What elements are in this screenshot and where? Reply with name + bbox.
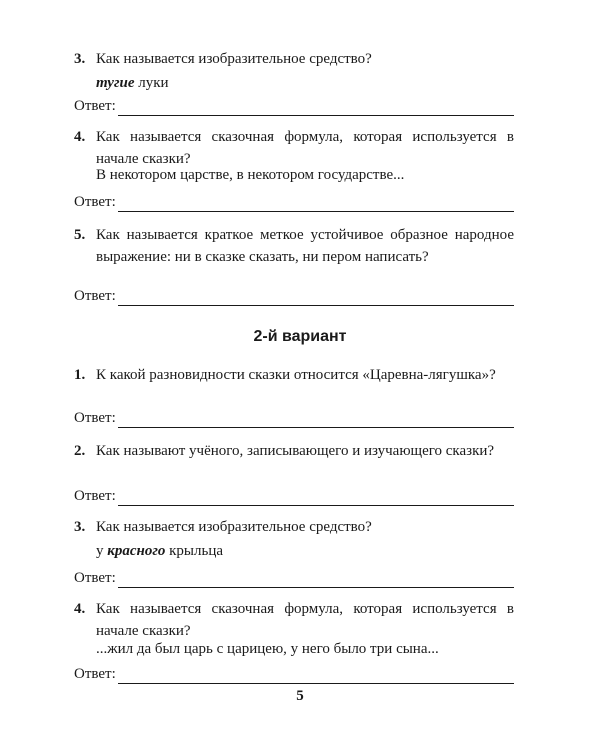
question-number: 1. [74,367,86,383]
question-number: 3. [74,51,86,67]
question-number: 5. [74,227,86,243]
answer-line-v1-4[interactable] [74,192,514,212]
question-text: К какой разновидности сказки относится «Царевна-лягушка»? [96,367,496,383]
answer-blank[interactable] [118,197,514,212]
question-v1-5 [74,224,514,268]
question-number: 2. [74,443,86,459]
answer-label: Ответ: [74,410,116,426]
question-v2-1 [74,364,514,386]
example-v1-3 [96,72,169,94]
answer-label: Ответ: [74,570,116,586]
example-bold-word: красного [107,543,166,559]
answer-line-v1-5[interactable] [74,286,514,306]
answer-blank[interactable] [118,491,514,506]
answer-blank[interactable] [118,101,514,116]
question-number: 4. [74,129,86,145]
answer-label: Ответ: [74,288,116,304]
question-text: Как называют учёного, записывающего и изучающего сказки? [96,443,495,459]
answer-label: Ответ: [74,194,116,210]
example-rest: крыльца [165,543,224,559]
answer-label: Ответ: [74,666,116,682]
page-number: 5 [296,688,304,704]
question-text: Как называется сказочная формула, которая используется в начале сказки? [96,601,514,639]
example-v1-4: В некотором царстве, в некотором государстве... [96,167,405,183]
question-number: 4. [74,601,86,617]
answer-line-v2-4[interactable] [74,664,514,684]
answer-blank[interactable] [118,573,514,588]
example-bold-word: тугие [96,75,135,91]
answer-line-v2-1[interactable] [74,408,514,428]
answer-line-v2-2[interactable] [74,486,514,506]
example-rest: луки [134,75,169,91]
question-v2-4 [74,598,514,642]
example-pre: у [96,543,108,559]
question-number: 3. [74,519,86,535]
answer-blank[interactable] [118,291,514,306]
question-v2-3 [74,516,514,538]
question-text: Как называется сказочная формула, которая используется в начале сказки? [96,129,514,167]
example-v2-4: ...жил да был царь с царицею, у него было три сына... [96,641,439,657]
question-v1-3 [74,48,514,70]
answer-line-v2-3[interactable] [74,568,514,588]
question-text: Как называется краткое меткое устойчивое образное народное выражение: ни в сказке сказать, ни пером написать? [96,227,514,265]
answer-blank[interactable] [118,669,514,684]
example-v2-3 [96,540,223,562]
answer-blank[interactable] [118,413,514,428]
answer-label: Ответ: [74,98,116,114]
answer-line-v1-3[interactable] [74,96,514,116]
variant-heading: 2-й вариант [253,328,347,345]
question-text: Как называется изобразительное средство? [96,519,372,535]
question-text: Как называется изобразительное средство? [96,51,372,67]
answer-label: Ответ: [74,488,116,504]
question-v2-2 [74,440,514,462]
